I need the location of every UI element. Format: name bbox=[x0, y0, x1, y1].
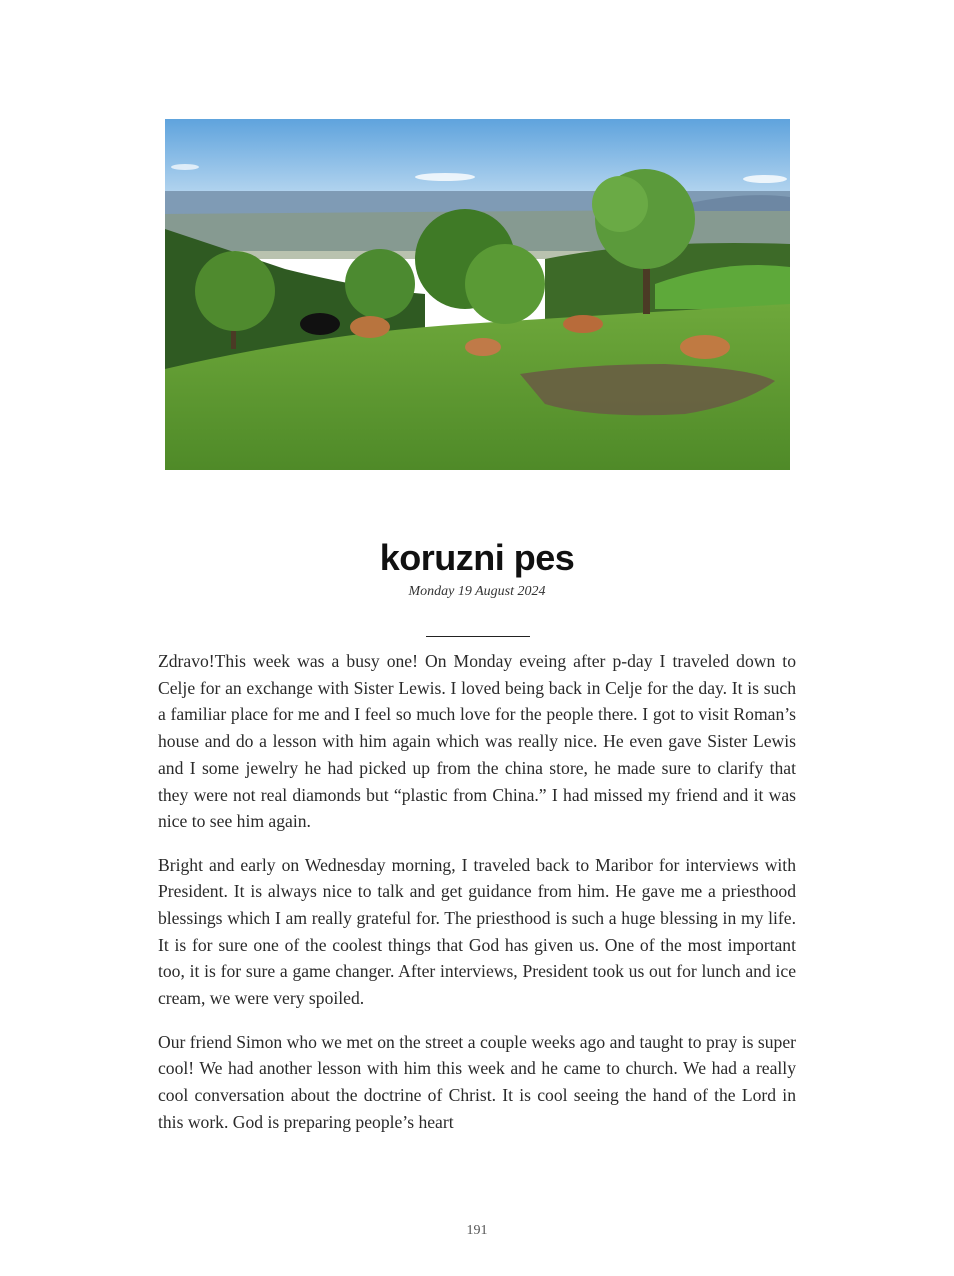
entry-date: Monday 19 August 2024 bbox=[408, 584, 546, 599]
page-number: 191 bbox=[466, 1223, 488, 1238]
title-divider bbox=[426, 636, 530, 637]
header-photo bbox=[165, 119, 790, 470]
page-title: koruzni pes bbox=[379, 537, 575, 578]
article-body bbox=[158, 648, 796, 1135]
paragraph: Our friend Simon who we met on the street a couple weeks ago and taught to pray is super cool! We had another lesson with him this week and he came to church. We had a really cool conversation about the doctrine of Christ. It is cool seeing the hand of the Lord in this work. God is preparing people’s heart bbox=[158, 1031, 796, 1132]
paragraph: Zdravo!This week was a busy one! On Monday eveing after p-day I traveled down to Celje for an exchange with Sister Lewis. I loved being back in Celje for the day. It is such a familiar place for me and I feel so much love for the people there. I got to visit Roman’s house and do a lesson with him again which was really nice. He even gave Sister Lewis and I some jewelry he had picked up from the china store, he made sure to clarify that they were not real diamonds but “plastic from China.” I had missed my friend and it was nice to see him again. bbox=[158, 651, 796, 832]
paragraph: Bright and early on Wednesday morning, I traveled back to Maribor for interviews with President. It is always nice to talk and get guidance from him. He gave me a priesthood blessings which I am really grateful for. The priesthood is such a huge blessing in my life. It is for sure one of the coolest things that God has given us. One of the most important too, it is for sure a game changer. After interviews, President took us out for lunch and ice cream, we were very spoiled. bbox=[158, 854, 796, 1009]
